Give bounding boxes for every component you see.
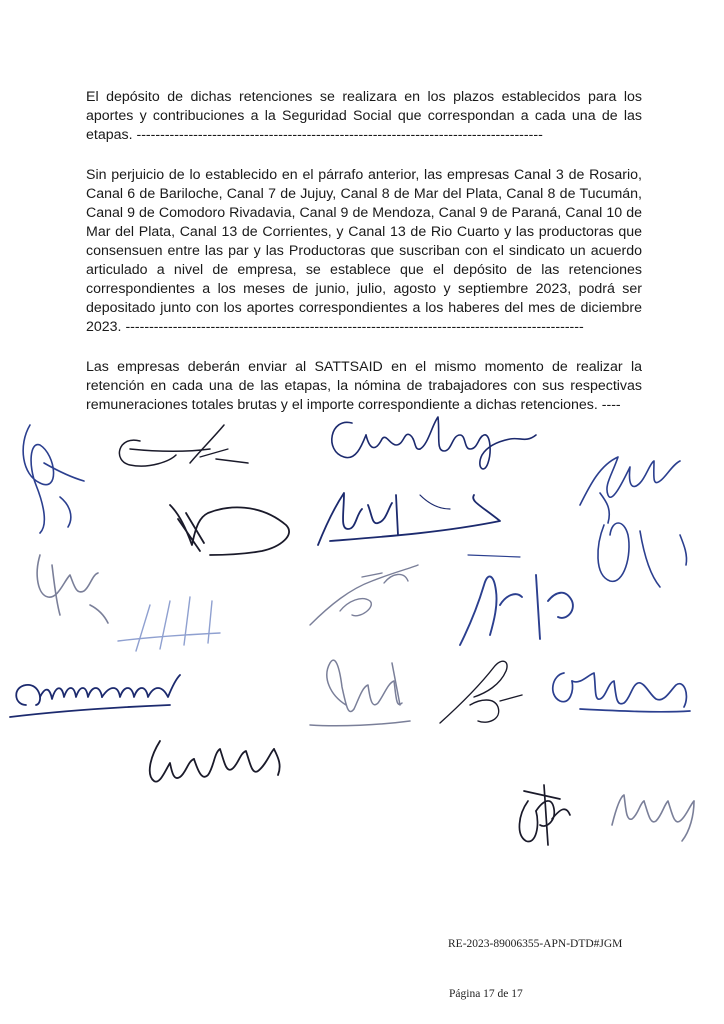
signature-5 <box>170 505 289 555</box>
signature-6 <box>318 493 500 545</box>
signature-14 <box>440 661 522 723</box>
paragraph-deposit-deadlines: El depósito de dichas retenciones se realizara en los plazos establecidos para los aportes y contribuciones a la Seguridad Social que correspondan a cada una de las etapas. -------------------------------------------------------------------------------------- <box>86 89 642 143</box>
signature-4 <box>580 457 680 523</box>
signatures-drawing <box>0 405 724 875</box>
signature-20 <box>468 555 520 557</box>
signature-15 <box>553 673 690 712</box>
paragraph-payroll-submission: Las empresas deberán enviar al SATTSAID en el mismo momento de realizar la retención en cada una de las etapas, la nómina de trabajadores con sus respectivas remuneraciones totales brutas y el importe correspondiente a dichas retenciones. ---- <box>86 359 642 413</box>
page-number: Página 17 de 17 <box>449 988 523 1000</box>
signature-2 <box>119 425 248 466</box>
signature-13 <box>310 660 410 726</box>
signature-21 <box>420 495 450 509</box>
paragraph-channel-exceptions: Sin perjuicio de lo establecido en el párrafo anterior, las empresas Canal 3 de Rosario, Canal 6 de Bariloche, Canal 7 de Jujuy, Canal 8 de Mar del Plata, Canal 8 de Tucumán, Canal 9 de Comodoro Rivadavia, Canal 9 de Mendoza, Canal 9 de Paraná, Canal 10 de Mar del Plata, Canal 13 de Corrientes, y Canal 13 de Rio Cuarto y las productoras que consensuen entre las par y las Productoras que suscriban con el sindicato un acuerdo articulado a nivel de empresa, se establece que el depósito de las retenciones correspondientes a los meses de junio, julio, agosto y septiembre 2023, podrá ser depositado junto con los aportes correspondientes a los haberes del mes de diciembre 2023. ------------------------------------------------------------------------------------------------- <box>86 167 642 335</box>
signature-1 <box>23 425 84 533</box>
signature-8 <box>37 555 108 623</box>
signature-18 <box>612 795 694 841</box>
signature-16 <box>150 741 280 782</box>
signature-3 <box>332 417 536 469</box>
signature-12 <box>10 675 180 717</box>
signature-9 <box>118 597 220 651</box>
signature-11 <box>460 575 573 645</box>
document-reference-id: RE-2023-89006355-APN-DTD#JGM <box>448 938 623 950</box>
signature-7 <box>598 523 687 587</box>
signature-10 <box>310 565 418 625</box>
signatures-block <box>0 405 724 875</box>
signature-17 <box>519 785 570 845</box>
